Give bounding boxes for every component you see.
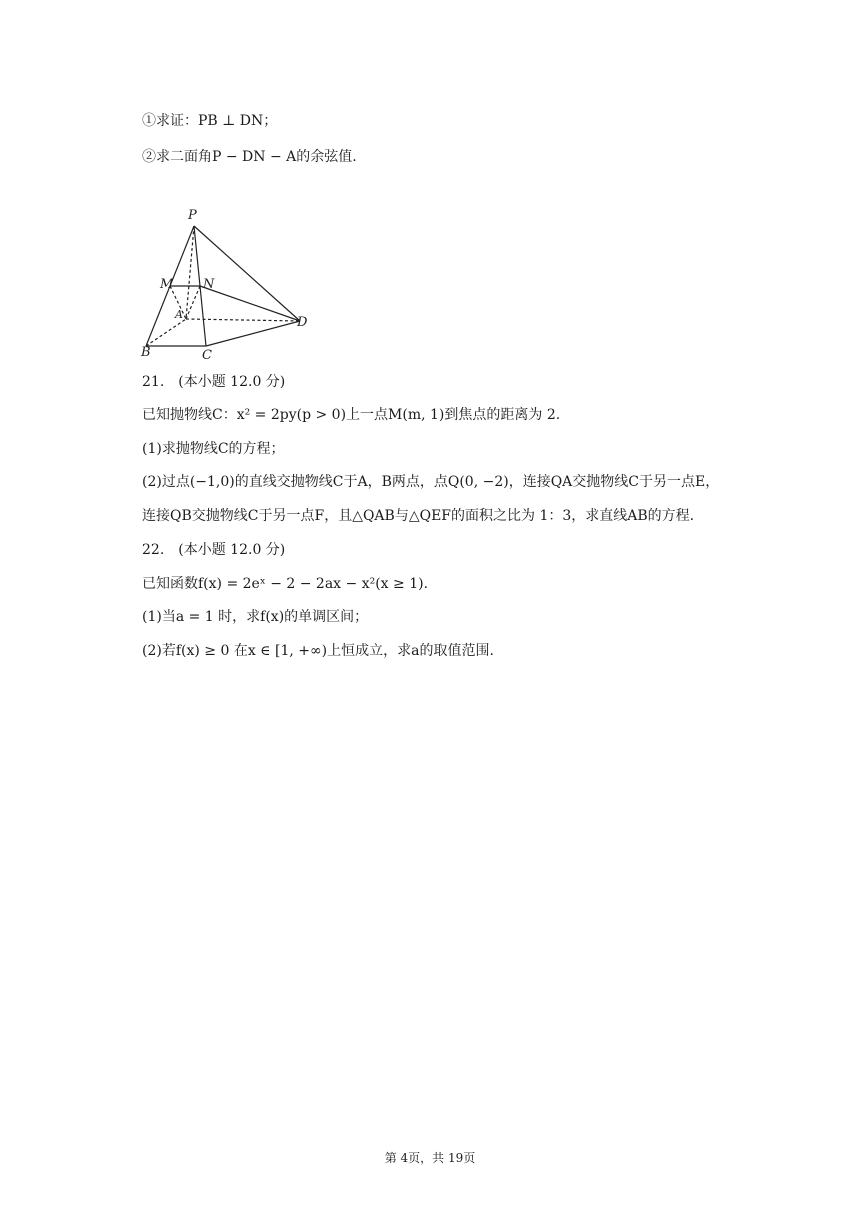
- label-P: P: [188, 208, 197, 223]
- q22-stem: 已知函数f(x) = 2eˣ − 2 − 2ax − x²(x ≥ 1).: [142, 576, 429, 592]
- part-i-text: ①求证：PB ⊥ DN；: [142, 113, 278, 129]
- edge-PA: [186, 226, 194, 319]
- label-N: N: [203, 277, 215, 292]
- q21-part2a: (2)过点(−1,0)的直线交抛物线C于A，B两点，点Q(0, −2)，连接QA交抛物线C于另一点E，: [142, 474, 720, 490]
- edge-NA: [186, 286, 200, 319]
- label-C: C: [202, 348, 212, 363]
- label-M: M: [160, 277, 174, 292]
- q21-part2b: 连接QB交抛物线C于另一点F，且△QAB与△QEF的面积之比为 1：3，求直线AB的方程.: [142, 508, 695, 524]
- pyramid-figure: [138, 204, 318, 364]
- part-ii-text: ②求二面角P − DN − A的余弦值.: [142, 149, 357, 165]
- q22-part1: (1)当a = 1 时，求f(x)的单调区间；: [142, 609, 369, 625]
- q21-header: 21. (本小题 12.0 分): [142, 374, 286, 390]
- edge-PD: [194, 226, 300, 321]
- page-footer: 第 4页，共 19页: [384, 1151, 476, 1165]
- label-B: B: [141, 345, 151, 360]
- edge-CD: [206, 321, 300, 346]
- q21-stem: 已知抛物线C：x² = 2py(p > 0)上一点M(m, 1)到焦点的距离为 2.: [142, 407, 561, 423]
- edge-ND: [200, 286, 300, 321]
- label-D: D: [297, 315, 308, 330]
- q22-header: 22. (本小题 12.0 分): [142, 542, 286, 558]
- q22-part2: (2)若f(x) ≥ 0 在x ∈ [1, +∞)上恒成立，求a的取值范围.: [142, 643, 494, 659]
- q21-part1: (1)求抛物线C的方程；: [142, 441, 285, 457]
- label-A: A: [175, 308, 183, 321]
